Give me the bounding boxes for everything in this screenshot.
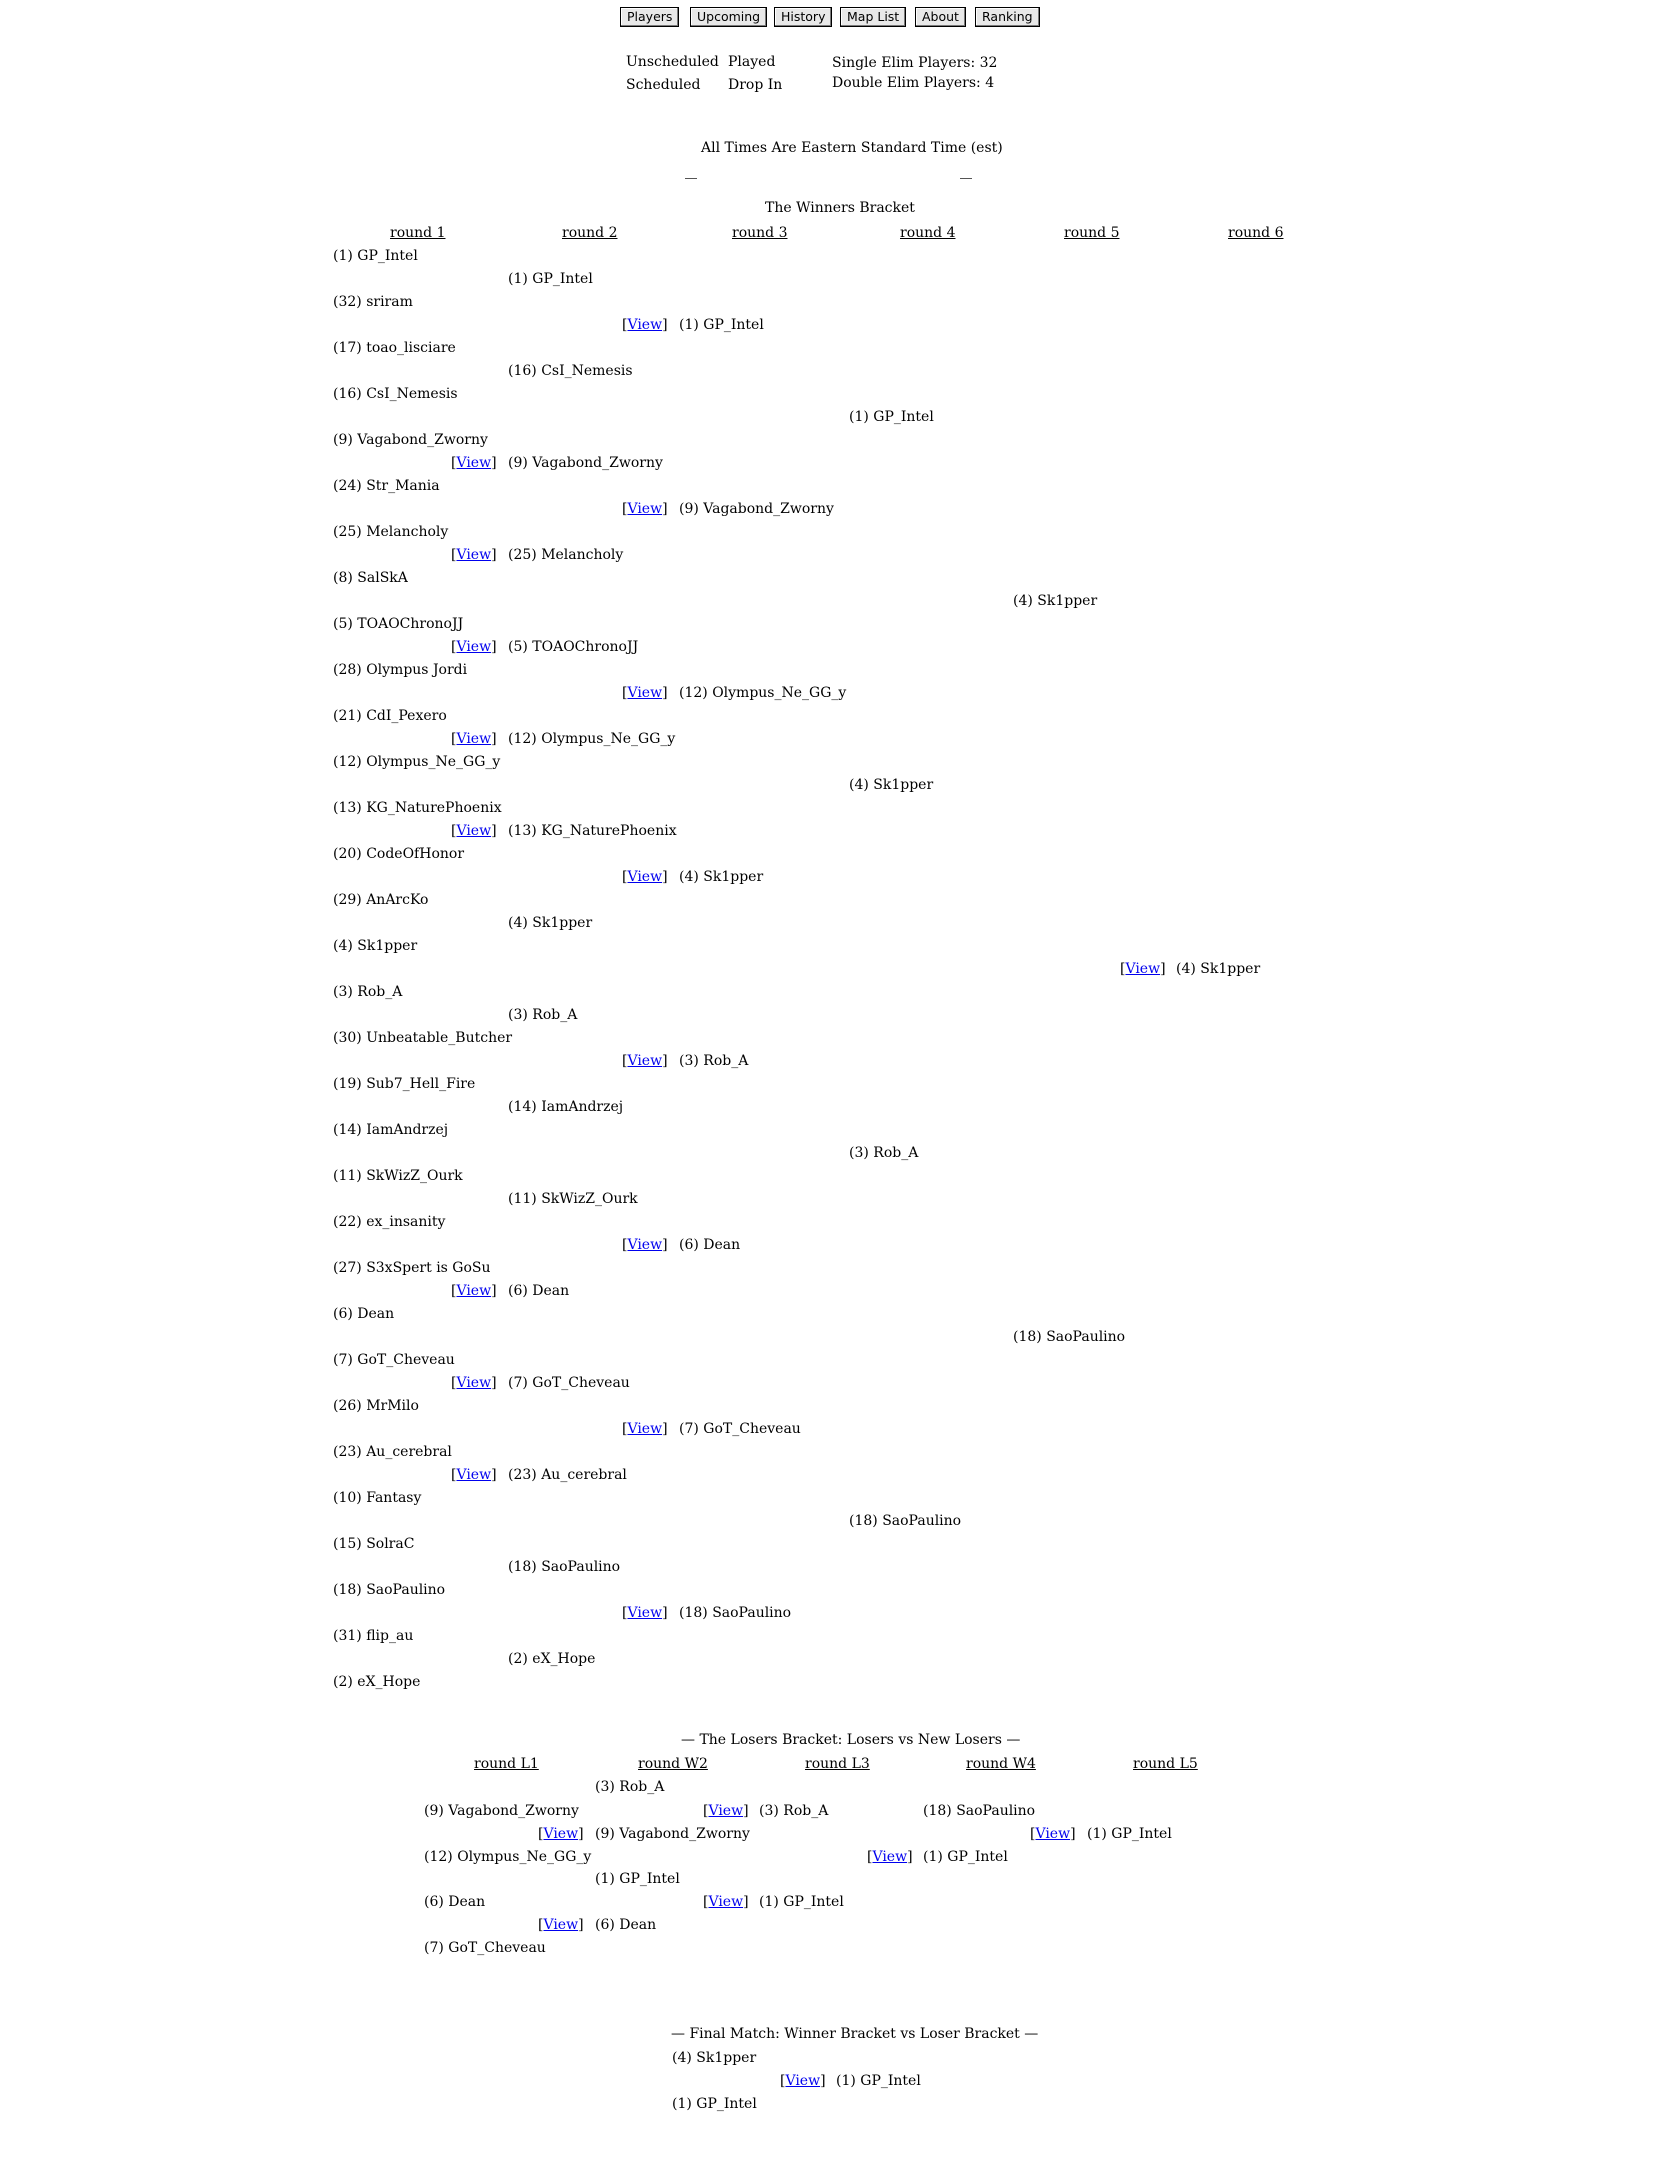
winners-r2-player: (9) Vagabond_Zworny: [508, 455, 663, 471]
winners-round-header[interactable]: round 2: [562, 225, 618, 241]
nav-ranking-button[interactable]: Ranking: [975, 7, 1040, 27]
losers-round-header[interactable]: round L5: [1133, 1756, 1198, 1772]
winners-r3-player: (9) Vagabond_Zworny: [679, 501, 834, 517]
winners-r2-view[interactable]: [View]: [451, 547, 497, 563]
winners-r2-view[interactable]: [View]: [451, 1467, 497, 1483]
view-link[interactable]: View: [627, 869, 663, 885]
winners-r2-view[interactable]: [View]: [451, 731, 497, 747]
view-link[interactable]: View: [456, 1467, 492, 1483]
winners-r2-player: (23) Au_cerebral: [508, 1467, 627, 1483]
losers-round-header[interactable]: round W4: [966, 1756, 1036, 1772]
winners-r1-player: (4) Sk1pper: [333, 938, 418, 954]
winners-r2-player: (12) Olympus_Ne_GG_y: [508, 731, 676, 747]
view-link[interactable]: View: [627, 1421, 663, 1437]
winners-r1-player: (21) CdI_Pexero: [333, 708, 447, 724]
nav-map-list-button[interactable]: Map List: [840, 7, 906, 27]
final-player-1: (4) Sk1pper: [672, 2050, 757, 2066]
winners-r2-player: (7) GoT_Cheveau: [508, 1375, 630, 1391]
winners-r1-player: (23) Au_cerebral: [333, 1444, 452, 1460]
winners-r1-player: (19) Sub7_Hell_Fire: [333, 1076, 476, 1092]
winners-r3-player: (12) Olympus_Ne_GG_y: [679, 685, 847, 701]
view-link[interactable]: View: [627, 501, 663, 517]
legend-scheduled: Scheduled: [626, 77, 701, 93]
view-link[interactable]: View: [543, 1917, 579, 1933]
final-match-title: — Final Match: Winner Bracket vs Loser Bracket —: [671, 2026, 1039, 2042]
winners-r1-player: (12) Olympus_Ne_GG_y: [333, 754, 501, 770]
view-link[interactable]: View: [543, 1826, 579, 1842]
winners-r6-player: (4) Sk1pper: [1176, 961, 1261, 977]
losers-w2-player: (3) Rob_A: [595, 1779, 665, 1795]
winners-r1-player: (22) ex_insanity: [333, 1214, 446, 1230]
divider-left: [685, 178, 697, 179]
winners-r2-player: (11) SkWizZ_Ourk: [508, 1191, 638, 1207]
legend-drop-in: Drop In: [728, 77, 783, 93]
losers-l3-view[interactable]: [View]: [703, 1894, 749, 1910]
winners-r3-view[interactable]: [View]: [622, 685, 668, 701]
view-link[interactable]: View: [1035, 1826, 1071, 1842]
losers-l3-view[interactable]: [View]: [703, 1803, 749, 1819]
losers-round-header[interactable]: round L1: [474, 1756, 539, 1772]
winners-r1-player: (17) toao_lisciare: [333, 340, 456, 356]
winners-r2-player: (13) KG_NaturePhoenix: [508, 823, 677, 839]
winners-r1-player: (28) Olympus Jordi: [333, 662, 468, 678]
losers-l3-player: (1) GP_Intel: [759, 1894, 844, 1910]
losers-bracket-title: — The Losers Bracket: Losers vs New Losers —: [681, 1732, 1021, 1748]
losers-l1-player: (9) Vagabond_Zworny: [424, 1803, 579, 1819]
final-player-2: (1) GP_Intel: [672, 2096, 757, 2112]
view-link[interactable]: View: [456, 455, 492, 471]
winners-round-header[interactable]: round 6: [1228, 225, 1284, 241]
winners-r1-player: (25) Melancholy: [333, 524, 449, 540]
winners-r1-player: (7) GoT_Cheveau: [333, 1352, 455, 1368]
losers-l1-player: (6) Dean: [424, 1894, 486, 1910]
winners-r4-player: (1) GP_Intel: [849, 409, 934, 425]
winners-r5-player: (18) SaoPaulino: [1013, 1329, 1126, 1345]
winners-r2-player: (14) IamAndrzej: [508, 1099, 624, 1115]
view-link[interactable]: View: [708, 1894, 744, 1910]
losers-l1-player: (7) GoT_Cheveau: [424, 1940, 546, 1956]
legend-played: Played: [728, 54, 776, 70]
view-link[interactable]: View: [456, 823, 492, 839]
winners-r1-player: (18) SaoPaulino: [333, 1582, 446, 1598]
losers-w2-player: (1) GP_Intel: [595, 1871, 680, 1887]
losers-l1-winner: (9) Vagabond_Zworny: [595, 1826, 750, 1842]
winners-r3-view[interactable]: [View]: [622, 869, 668, 885]
nav-about-button[interactable]: About: [915, 7, 966, 27]
winners-r1-player: (14) IamAndrzej: [333, 1122, 449, 1138]
double-elim-count: Double Elim Players: 4: [832, 75, 995, 91]
winners-r1-player: (2) eX_Hope: [333, 1674, 421, 1690]
winners-r1-player: (20) CodeOfHonor: [333, 846, 465, 862]
winners-r3-view[interactable]: [View]: [622, 1237, 668, 1253]
winners-r3-player: (7) GoT_Cheveau: [679, 1421, 801, 1437]
timezone-note: All Times Are Eastern Standard Time (est): [701, 140, 1003, 156]
winners-r3-view[interactable]: [View]: [622, 317, 668, 333]
winners-r1-player: (30) Unbeatable_Butcher: [333, 1030, 513, 1046]
view-link[interactable]: View: [1125, 961, 1161, 977]
winners-r2-view[interactable]: [View]: [451, 823, 497, 839]
winners-r2-view[interactable]: [View]: [451, 1283, 497, 1299]
winners-r1-player: (6) Dean: [333, 1306, 395, 1322]
winners-r1-player: (31) flip_au: [333, 1628, 414, 1644]
winners-r2-player: (18) SaoPaulino: [508, 1559, 621, 1575]
view-link[interactable]: View: [456, 547, 492, 563]
winners-r2-player: (2) eX_Hope: [508, 1651, 596, 1667]
view-link[interactable]: View: [627, 1605, 663, 1621]
view-link[interactable]: View: [456, 639, 492, 655]
losers-w4-winner: (1) GP_Intel: [923, 1849, 1008, 1865]
nav-history-button[interactable]: History: [774, 7, 832, 27]
losers-l5-winner: (1) GP_Intel: [1087, 1826, 1172, 1842]
view-link[interactable]: View: [456, 1283, 492, 1299]
final-view-anchor[interactable]: View: [785, 2073, 821, 2089]
losers-l1-view[interactable]: [View]: [538, 1917, 584, 1933]
winners-r1-player: (13) KG_NaturePhoenix: [333, 800, 502, 816]
losers-l1-view[interactable]: [View]: [538, 1826, 584, 1842]
winners-r1-player: (26) MrMilo: [333, 1398, 419, 1414]
winners-r2-player: (6) Dean: [508, 1283, 570, 1299]
view-link[interactable]: View: [708, 1803, 744, 1819]
winners-r1-player: (8) SalSkA: [333, 570, 408, 586]
winners-round-header[interactable]: round 5: [1064, 225, 1120, 241]
view-link[interactable]: View: [627, 1237, 663, 1253]
winners-r1-player: (29) AnArcKo: [333, 892, 429, 908]
winners-r2-view[interactable]: [View]: [451, 639, 497, 655]
winners-r1-player: (15) SolraC: [333, 1536, 415, 1552]
final-winner: (1) GP_Intel: [836, 2073, 921, 2089]
single-elim-count: Single Elim Players: 32: [832, 55, 998, 71]
view-link[interactable]: View: [627, 1053, 663, 1069]
view-link[interactable]: View: [627, 685, 663, 701]
divider-right: [960, 178, 972, 179]
winners-r1-player: (10) Fantasy: [333, 1490, 422, 1506]
losers-l5-view[interactable]: [View]: [1030, 1826, 1076, 1842]
winners-r2-player: (3) Rob_A: [508, 1007, 578, 1023]
winners-r1-player: (9) Vagabond_Zworny: [333, 432, 488, 448]
winners-r1-player: (27) S3xSpert is GoSu: [333, 1260, 491, 1276]
winners-r3-player: (4) Sk1pper: [679, 869, 764, 885]
winners-r3-player: (3) Rob_A: [679, 1053, 749, 1069]
final-view-link[interactable]: [View]: [780, 2073, 826, 2089]
winners-round-header[interactable]: round 1: [390, 225, 446, 241]
winners-round-header[interactable]: round 4: [900, 225, 956, 241]
losers-round-header[interactable]: round L3: [805, 1756, 870, 1772]
winners-r2-player: (4) Sk1pper: [508, 915, 593, 931]
winners-r6-view[interactable]: [View]: [1120, 961, 1166, 977]
winners-r5-player: (4) Sk1pper: [1013, 593, 1098, 609]
losers-l1-winner: (6) Dean: [595, 1917, 657, 1933]
winners-r1-player: (1) GP_Intel: [333, 248, 418, 264]
winners-r3-player: (18) SaoPaulino: [679, 1605, 792, 1621]
losers-w4-view[interactable]: [View]: [867, 1849, 913, 1865]
final-title-text: Final Match: Winner Bracket vs Loser Bracket: [689, 2026, 1020, 2042]
winners-r4-player: (3) Rob_A: [849, 1145, 919, 1161]
winners-r2-view[interactable]: [View]: [451, 455, 497, 471]
winners-r1-player: (3) Rob_A: [333, 984, 403, 1000]
winners-r1-player: (5) TOAOChronoJJ: [333, 616, 464, 632]
nav-players-button[interactable]: Players: [620, 7, 679, 27]
losers-title-text: The Losers Bracket: Losers vs New Losers: [699, 1732, 1002, 1748]
view-link[interactable]: View: [456, 1375, 492, 1391]
winners-r3-view[interactable]: [View]: [622, 1605, 668, 1621]
view-link[interactable]: View: [456, 731, 492, 747]
losers-l1-player: (12) Olympus_Ne_GG_y: [424, 1849, 592, 1865]
view-link[interactable]: View: [872, 1849, 908, 1865]
legend-unscheduled: Unscheduled: [626, 54, 719, 70]
losers-w4-player: (18) SaoPaulino: [923, 1803, 1036, 1819]
winners-r3-player: (6) Dean: [679, 1237, 741, 1253]
winners-r2-player: (5) TOAOChronoJJ: [508, 639, 639, 655]
winners-bracket-title: The Winners Bracket: [765, 200, 915, 216]
losers-round-header[interactable]: round W2: [638, 1756, 708, 1772]
winners-r3-player: (1) GP_Intel: [679, 317, 764, 333]
winners-r2-view[interactable]: [View]: [451, 1375, 497, 1391]
losers-l3-player: (3) Rob_A: [759, 1803, 829, 1819]
winners-r1-player: (32) sriram: [333, 294, 413, 310]
winners-r2-player: (25) Melancholy: [508, 547, 624, 563]
winners-r1-player: (11) SkWizZ_Ourk: [333, 1168, 463, 1184]
winners-r4-player: (4) Sk1pper: [849, 777, 934, 793]
winners-r3-view[interactable]: [View]: [622, 1053, 668, 1069]
winners-r1-player: (16) CsI_Nemesis: [333, 386, 458, 402]
view-link[interactable]: View: [627, 317, 663, 333]
winners-r3-view[interactable]: [View]: [622, 1421, 668, 1437]
winners-r4-player: (18) SaoPaulino: [849, 1513, 962, 1529]
nav-upcoming-button[interactable]: Upcoming: [690, 7, 767, 27]
winners-round-header[interactable]: round 3: [732, 225, 788, 241]
winners-r2-player: (16) CsI_Nemesis: [508, 363, 633, 379]
winners-r1-player: (24) Str_Mania: [333, 478, 440, 494]
winners-r3-view[interactable]: [View]: [622, 501, 668, 517]
winners-r2-player: (1) GP_Intel: [508, 271, 593, 287]
